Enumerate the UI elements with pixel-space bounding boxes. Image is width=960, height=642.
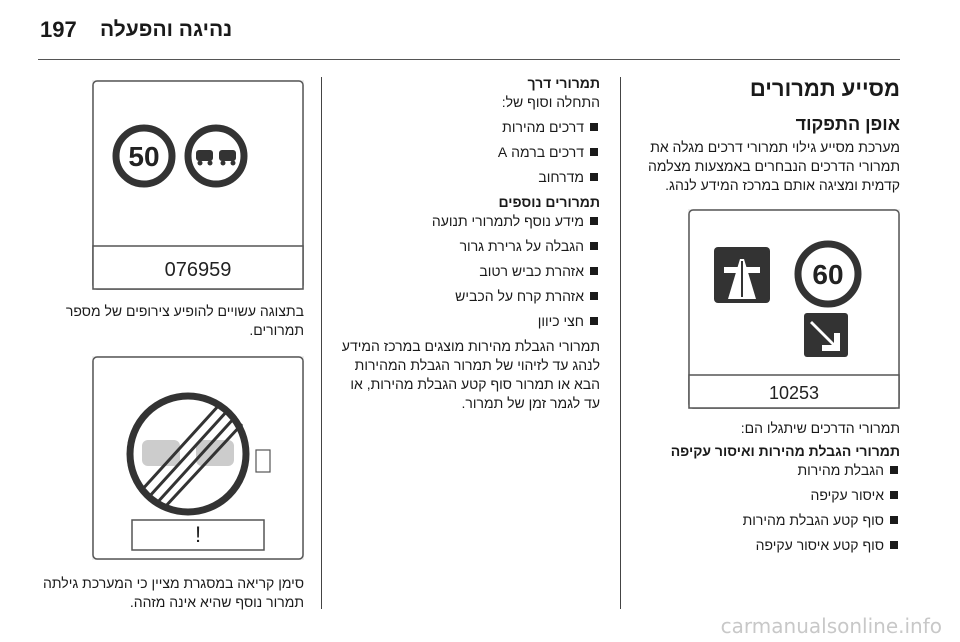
motorway-icon <box>714 247 770 303</box>
intro-paragraph: מערכת מסייע גילוי תמרורי דרכים מגלה את תמרורי הדרכים הנבחרים באמצעות מצלמה קדמית ומציגה אותם במרכז המידע לנהג. <box>648 139 900 193</box>
list-item: דרכים מהירות <box>332 118 600 137</box>
detected-signs-caption: תמרורי הדרכים שיתגלו הם: <box>740 420 900 436</box>
sign-panel-end-overtaking <box>92 356 304 560</box>
column-divider-left <box>321 77 322 609</box>
list-item: סוף קטע הגבלת מהירות <box>636 511 900 530</box>
list-item: מדרחוב <box>332 168 600 187</box>
road-signs-subheading: התחלה וסוף של: <box>501 94 600 110</box>
unknown-sign-mark: ! <box>194 522 202 547</box>
left-column <box>40 74 304 612</box>
section-title: מסייע תמרורים <box>749 76 900 101</box>
list-item: אזהרת כביש רטוב <box>332 262 600 281</box>
sign-panel-50 <box>92 80 304 290</box>
speed-signs-heading: תמרורי הגבלת מהירות ואיסור עקיפה <box>670 443 900 459</box>
list-item: סוף קטע איסור עקיפה <box>636 536 900 555</box>
extra-signs-heading: תמרורים נוספים <box>498 194 600 210</box>
figure-code-076959: 076959 <box>164 259 232 281</box>
list-item: חצי כיוון <box>332 312 600 331</box>
sign-figure-combined <box>92 80 304 290</box>
page-number: 197 <box>40 17 77 42</box>
list-item: מידע נוסף לתמרורי תנועה <box>332 212 600 231</box>
sign-60-label: 60 <box>812 259 844 290</box>
road-signs-heading: תמרורי דרך <box>527 75 600 91</box>
sign-50-label: 50 <box>128 141 160 172</box>
list-item: אזהרת קרח על הכביש <box>332 287 600 306</box>
chapter-title: נהיגה והפעלה <box>100 18 233 41</box>
road-signs-list <box>332 118 600 187</box>
closing-paragraph: תמרורי הגבלת מהירות מוצגים במרכז המידע לנהג עד לזיהוי של תמרור הגבלת המהירות הבא או תמרור סוף קטע הגבלת מהירות, או עד לגמר זמן של תמרור. <box>341 338 600 411</box>
list-item: דרכים ברמה A <box>332 143 600 162</box>
figure1-caption: בתצוגה עשויים להופיע צירופים של מספר תמרורים. <box>65 303 304 338</box>
sign-figure-speed-60 <box>688 209 900 409</box>
no-overtaking-icon <box>188 128 244 184</box>
exit-arrow-icon <box>804 313 848 357</box>
header-rule <box>38 59 900 60</box>
sign-figure-unknown <box>92 356 304 560</box>
right-column <box>636 74 900 561</box>
list-item: הגבלת מהירות <box>636 461 900 480</box>
list-item: הגבלה על גרירת גרור <box>332 237 600 256</box>
list-item: איסור עקיפה <box>636 486 900 505</box>
end-no-overtaking-icon <box>130 396 246 512</box>
watermark: carmanualsonline.info <box>720 614 942 638</box>
speed-signs-list <box>636 461 900 555</box>
figure2-caption: סימן קריאה במסגרת מציין כי המערכת גילתה תמרור נוסף שהיא אינה מזהה. <box>43 575 304 610</box>
column-divider-right <box>620 77 621 609</box>
figure-code-10253: 10253 <box>768 383 820 403</box>
speed-limit-60-icon <box>798 244 858 304</box>
sign-panel-60 <box>688 209 900 409</box>
speed-limit-50-icon <box>116 128 172 184</box>
middle-column <box>332 74 600 413</box>
subsection-title: אופן התפקוד <box>795 114 900 134</box>
extra-signs-list <box>332 212 600 331</box>
